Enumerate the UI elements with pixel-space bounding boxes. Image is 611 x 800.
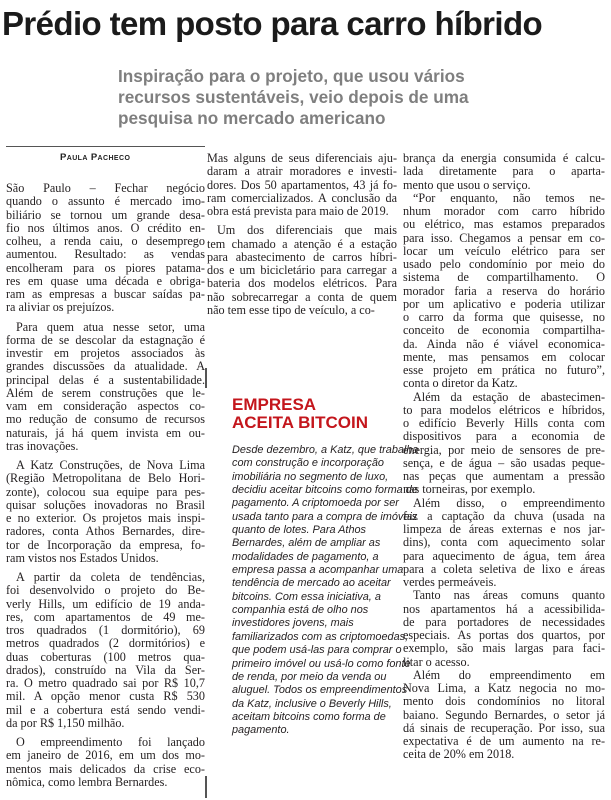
text-line: A Katz Construções, de Nova Lima	[16, 459, 205, 472]
text-line: fio nos últimos anos. O crédito en-	[6, 221, 205, 235]
text-line: mente, mas pensamos em colocar	[403, 350, 605, 364]
text-line: obra está prevista para maio de 2019.	[207, 205, 389, 218]
text-line: quando o assunto é mercado imo-	[6, 195, 205, 209]
sidebar-body-line: de renda, por meio da venda ou	[232, 670, 387, 683]
text-line: expectativa é de um aumento na re-	[403, 735, 605, 748]
text-line: Além do empreendimento em	[413, 668, 605, 682]
text-line: esse projeto em prática no futuro”,	[403, 364, 605, 377]
text-line: colheu, a renda caiu, o desemprego	[6, 235, 205, 248]
text-line: exemplo, são mais largas para faci-	[403, 642, 605, 656]
text-line: baiano. Segundo Bernardes, o setor já	[403, 708, 605, 722]
text-line: para abastecimento de carros híbri-	[207, 250, 397, 264]
article-column-1	[6, 182, 205, 789]
text-line: Além da estação de abastecimen-	[413, 390, 605, 404]
text-line: drados), construído na Vila da Ser-	[6, 663, 205, 677]
text-line: res em quase uma década e obriga-	[6, 274, 205, 288]
sidebar-body-line: aluguel. Todos os empreendimentos	[232, 684, 408, 697]
sidebar-body-line: decidiu aceitar bitcoins como forma de	[232, 484, 418, 497]
text-line: tem chamado a atenção é a estação	[207, 237, 397, 251]
deck-line: recursos sustentáveis, veio depois de uma	[118, 87, 469, 107]
deck-line: Inspiração para o projeto, que usou vários	[118, 66, 465, 86]
text-line: limpeza de áreas externas e nos jar-	[403, 523, 605, 536]
sidebar-body-line: modalidades de pagamento, a	[232, 550, 379, 563]
text-line: forma de se descolar da estagnação é	[6, 333, 205, 347]
text-line: tros quadrados (1 dormitório), 69	[6, 624, 205, 637]
text-line: nômica, como lembra Bernardes.	[6, 775, 168, 789]
sidebar-body-line: Desde dezembro, a Katz, que trabalha	[232, 444, 419, 456]
sidebar-body-line: tendência de mercado ao aceitar	[232, 577, 391, 590]
text-line: principal delas é a sustentabilidade.	[6, 373, 205, 387]
sidebar-body-line: com construção e incorporação	[232, 457, 384, 470]
text-line: Mas alguns de seus diferenciais aju-	[207, 152, 397, 165]
text-line: ou elétrico, mas estamos preparados	[403, 218, 605, 232]
text-line: de para portadores de necessidades	[403, 615, 605, 629]
text-line: por um aplicativo e poderia utilizar	[403, 297, 605, 311]
text-line: verdes permeáveis.	[403, 576, 497, 589]
text-line: biliário se tornou um grande desa-	[6, 208, 205, 222]
text-line: ram as empresas a buscar saídas pa-	[6, 288, 205, 301]
text-line: bateria dos modelos elétricos. Para	[207, 277, 397, 291]
text-line: dores. Dos 50 apartamentos, 43 já fo-	[207, 178, 397, 192]
text-line: São Paulo – Fechar negócio	[6, 182, 205, 195]
text-line: Além disso, o empreendimento	[413, 496, 605, 510]
text-line: mil e a cobertura está sendo vendi-	[6, 703, 205, 717]
text-line: ram vistos nos Estados Unidos.	[6, 551, 159, 565]
sidebar-box-body	[232, 444, 419, 738]
deck-subtitle	[118, 66, 498, 129]
text-line: quisar soluções inovadoras no Brasil	[6, 498, 205, 512]
text-line: A partir da coleta de tendências,	[16, 571, 205, 584]
byline: Paula Pacheco	[60, 152, 131, 163]
text-line: verly Hills, um edifício de 19 anda-	[6, 597, 205, 611]
text-line: tor de Incorporação da empresa, fo-	[6, 538, 205, 552]
text-line: investir em projetos associados às	[6, 347, 205, 360]
text-line: mento que usou o serviço.	[403, 178, 531, 192]
text-line: grandes discussões da atualidade. A	[6, 360, 205, 374]
sidebar-title-line: ACEITA BITCOIN	[232, 413, 368, 432]
text-line: sença, e de água – são usadas peque-	[403, 456, 605, 470]
text-line: brança da energia consumida é calcu-	[403, 152, 605, 165]
text-line: usado pelo condomínio por meio do	[403, 258, 605, 271]
sidebar-body-line: pagamento. A criptomoeda por ser	[232, 497, 399, 510]
text-line: metros quadrados (2 dormitórios) e	[6, 637, 205, 651]
text-line: dins), conta com aquecimento solar	[403, 536, 605, 550]
text-line: não sobrecarregar a conta de quem	[207, 290, 397, 304]
sidebar-body-line: da Katz, inclusive o Beverly Hills,	[232, 697, 392, 710]
text-line: o edifício Beverly Hills conta com	[403, 417, 605, 430]
text-line: para aquecimento de água, tem área	[403, 549, 605, 563]
sidebar-body-line: imobiliária no segmento de luxo,	[232, 470, 389, 483]
deck-line: pesquisa no mercado americano	[118, 108, 386, 128]
text-line: duas coberturas (100 metros qua-	[6, 650, 205, 664]
sidebar-box-bracket-top	[205, 368, 217, 388]
text-line: O empreendimento foi lançado	[16, 736, 205, 749]
text-line: nos apartamentos há a acessibilida-	[403, 602, 605, 616]
text-line: litar o acesso.	[403, 655, 470, 669]
text-line: lada diretamente para o aparta-	[403, 165, 605, 179]
headline: Prédio tem posto para carro híbrido	[2, 5, 543, 42]
sidebar-body-line: que podem usá-las para comprar o	[232, 644, 402, 657]
text-line: mo redução de consumo de recursos	[6, 413, 205, 427]
text-line: to para modelos elétricos e híbridos,	[403, 403, 605, 417]
sidebar-body-line: companhia está de olho nos	[232, 604, 369, 617]
sidebar-box-bracket-bottom	[205, 776, 217, 798]
text-line: dispositivos para a economia de	[403, 430, 605, 444]
text-line: encolheram para os piores patama-	[6, 261, 205, 275]
text-line: ceita de 20% em 2018.	[403, 748, 515, 762]
article-column-3	[403, 152, 605, 762]
text-line: especiais. As portas dos quartos, por	[403, 629, 605, 642]
text-line: mento dois condomínios no litoral	[403, 695, 605, 709]
text-line: conceito de economia compartilha-	[403, 324, 605, 338]
sidebar-body-line: Bernardes, além de ampliar as	[232, 537, 381, 550]
text-line: o carro da forma que quisesse, no	[403, 311, 605, 324]
text-line: res, com apartamentos de 49 me-	[6, 610, 205, 624]
text-line: Tanto nas áreas comuns quanto	[413, 589, 605, 603]
sidebar-body-line: empresa passa a acompanhar uma	[232, 564, 404, 577]
text-line: em janeiro de 2016, em um dos mo-	[6, 749, 205, 763]
sidebar-body-line: usada tanto para a compra de imóveis	[232, 510, 418, 523]
text-line: ram comercializados. A conclusão da	[207, 191, 397, 205]
text-line: da por R$ 1,150 milhão.	[6, 716, 125, 730]
article-column-2	[207, 152, 397, 317]
text-line: “Por enquanto, não temos ne-	[413, 191, 605, 205]
text-line: (Região Metropolitana de Belo Hori-	[6, 472, 205, 486]
text-line: não tem esse tipo de veículo, a co-	[207, 303, 375, 317]
text-line: e no exterior. Os projetos mais inspi-	[6, 512, 205, 525]
text-line: tras inovações.	[6, 439, 79, 453]
text-line: faz a captação da chuva (usada na	[403, 509, 605, 523]
text-line: da. Ainda não é viável economica-	[403, 337, 605, 351]
text-line: vam em consideração aspectos co-	[6, 400, 205, 413]
sidebar-title-line: EMPRESA	[232, 395, 317, 414]
byline-rule	[6, 146, 205, 147]
text-line: locar um veículo elétrico para ser	[403, 244, 605, 258]
text-line: dos e um bicicletário para carregar a	[207, 264, 397, 277]
text-line: Um dos diferenciais que mais	[217, 224, 397, 238]
text-line: foi desenvolvido o projeto do Be-	[6, 584, 205, 598]
text-line: Nova Lima, a Katz negocia no mo-	[403, 682, 605, 695]
text-line: Além de serem construções que le-	[6, 386, 205, 400]
text-line: naturais, já há quem invista em ou-	[6, 426, 205, 440]
text-line: para a coleta seletiva de lixo e áreas	[403, 562, 605, 576]
text-line: nas torneiras, por exemplo.	[403, 483, 536, 497]
sidebar-body-line: familiarizados com as criptomoedas,	[232, 630, 409, 643]
text-line: daram a atrair moradores e investi-	[207, 165, 397, 179]
text-line: Para quem atua nesse setor, uma	[16, 320, 205, 334]
sidebar-body-line: quanto de lotes. Para Athos	[232, 524, 367, 537]
text-line: aumentou. Resultado: as vendas	[6, 248, 205, 262]
text-line: ra. O metro quadrado sai por R$ 10,7	[6, 677, 205, 690]
text-line: zonte), colocou sua equipe para pes-	[6, 485, 205, 499]
sidebar-body-line: investidores jovens, mais	[232, 617, 354, 630]
sidebar-body-line: pagamento.	[232, 724, 290, 737]
text-line: para isso. Chegamos a pensar em co-	[403, 231, 605, 245]
text-line: morador faria a reserva do horário	[403, 284, 605, 298]
text-line: ra aliviar os prejuízos.	[6, 301, 115, 315]
sidebar-body-line: aceitam bitcoins como forma de	[232, 710, 386, 723]
text-line: mil. A opção menor custa R$ 530	[6, 690, 205, 704]
text-line: mentos mais delicados da crise eco-	[6, 762, 205, 776]
sidebar-body-line: primeiro imóvel ou usá-lo como fonte	[232, 657, 411, 670]
text-line: dá sinais de recuperação. Por isso, sua	[403, 721, 605, 735]
text-line: energia, por meio de sensores de pre-	[403, 443, 605, 457]
text-line: nhum morador com carro híbrido	[403, 205, 605, 218]
text-line: nas peças que aumentam a pressão	[403, 470, 605, 483]
text-line: conta o diretor da Katz.	[403, 377, 518, 391]
sidebar-box-title	[232, 396, 368, 432]
text-line: sistema de compartilhamento. O	[403, 271, 605, 285]
sidebar-body-line: bitcoins. Com essa iniciativa, a	[232, 590, 381, 603]
text-line: radores, conta Athos Bernardes, dire-	[6, 525, 205, 539]
